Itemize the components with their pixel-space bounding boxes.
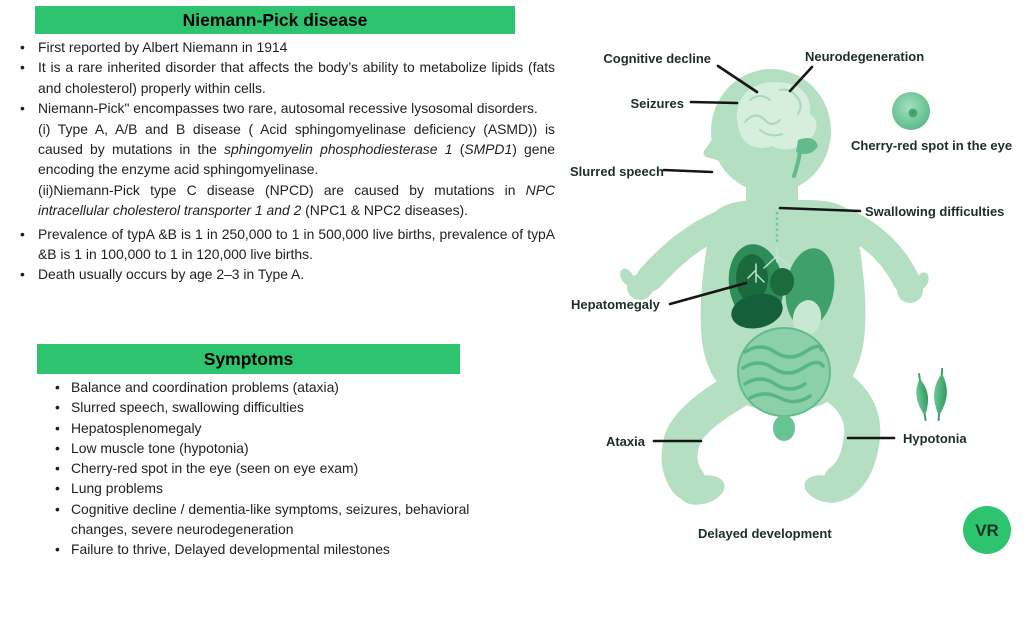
label-cognitive-decline: Cognitive decline: [603, 51, 711, 66]
label-neurodegeneration: Neurodegeneration: [805, 49, 925, 64]
type-ab-paragraph: [38, 119, 555, 180]
list-item: • Slurred speech, swallowing difficulties: [55, 397, 515, 417]
type-c-paragraph: [38, 180, 555, 221]
page-title: Niemann-Pick disease: [35, 6, 515, 34]
label-delayed-development: Delayed development: [698, 526, 832, 541]
list-item: • Cognitive decline / dementia-like symptoms, seizures, behavioral changes, severe neurodegeneration: [55, 499, 515, 540]
paragraph-text: (: [452, 141, 465, 158]
label-hepatomegaly: Hepatomegaly: [571, 297, 660, 312]
slurred-speech-line: [664, 170, 712, 172]
list-item: • Prevalence of typA &B is 1 in 250,000 to 1 in 500,000 live births, prevalence of typA &B is 1 in 100,000 to 1 in 120,000 live births.: [18, 224, 555, 265]
label-slurred-speech: Slurred speech: [570, 164, 664, 179]
seizures-line: [691, 102, 737, 103]
label-seizures: Seizures: [630, 96, 684, 111]
gene-name-italic: sphingomyelin phosphodiesterase 1: [224, 141, 453, 158]
symptoms-title: Symptoms: [37, 344, 460, 374]
intro-list: [18, 37, 555, 119]
label-hypotonia: Hypotonia: [903, 431, 967, 446]
rectum-icon: [773, 415, 795, 441]
muscle-icon: [913, 368, 948, 422]
symptoms-list: [55, 377, 515, 560]
list-item: • It is a rare inherited disorder that affects the body’s ability to metabolize lipids (fats and cholesterol) properly within cells.: [18, 57, 555, 98]
intestines-icon: [738, 328, 830, 441]
paragraph-text: ) gene encoding the enzyme acid sphingomyelinase.: [38, 141, 555, 178]
paragraph-text: (ii)Niemann-Pick type C disease (NPCD) are caused by mutations in: [38, 181, 526, 198]
baby-left-leg: [680, 382, 752, 482]
eye-icon: [892, 92, 930, 130]
paragraph-text: (i) Type A, A/B and B disease ( Acid sphingomyelinase deficiency (ASMD)) is caused by mutations in the: [38, 120, 555, 158]
label-cherry-red-spot: Cherry-red spot in the eye: [851, 138, 1013, 153]
list-item: • Balance and coordination problems (ataxia): [55, 377, 515, 397]
label-ataxia: Ataxia: [605, 434, 645, 449]
list-item: • Cherry-red spot in the eye (seen on eye exam): [55, 458, 515, 478]
list-item: • First reported by Albert Niemann in 1914: [18, 37, 555, 57]
vr-badge: [963, 506, 1011, 554]
gene-name-italic: SMPD1: [464, 141, 513, 158]
paragraph-text: (NPC1 & NPC2 diseases).: [301, 202, 469, 219]
vr-badge-label: VR: [975, 521, 999, 540]
list-item: • Failure to thrive, Delayed developmental milestones: [55, 539, 515, 559]
list-item: • Low muscle tone (hypotonia): [55, 438, 515, 458]
gene-name-italic: NPC intracellular cholesterol transporter 1 and 2: [38, 181, 555, 219]
label-swallowing-difficulties: Swallowing difficulties: [865, 204, 1005, 219]
list-item: • Death usually occurs by age 2–3 in Type A.: [18, 264, 555, 284]
list-item: • Niemann-Pick" encompasses two rare, autosomal recessive lysosomal disorders.: [18, 98, 555, 118]
list-item: • Lung problems: [55, 478, 515, 498]
intro-list-continued: [18, 224, 555, 285]
list-item: • Hepatosplenomegaly: [55, 418, 515, 438]
symptoms-section: [18, 344, 555, 560]
intro-section: [18, 6, 555, 285]
baby-right-leg: [830, 382, 862, 482]
baby-symptom-diagram: [560, 30, 1024, 570]
